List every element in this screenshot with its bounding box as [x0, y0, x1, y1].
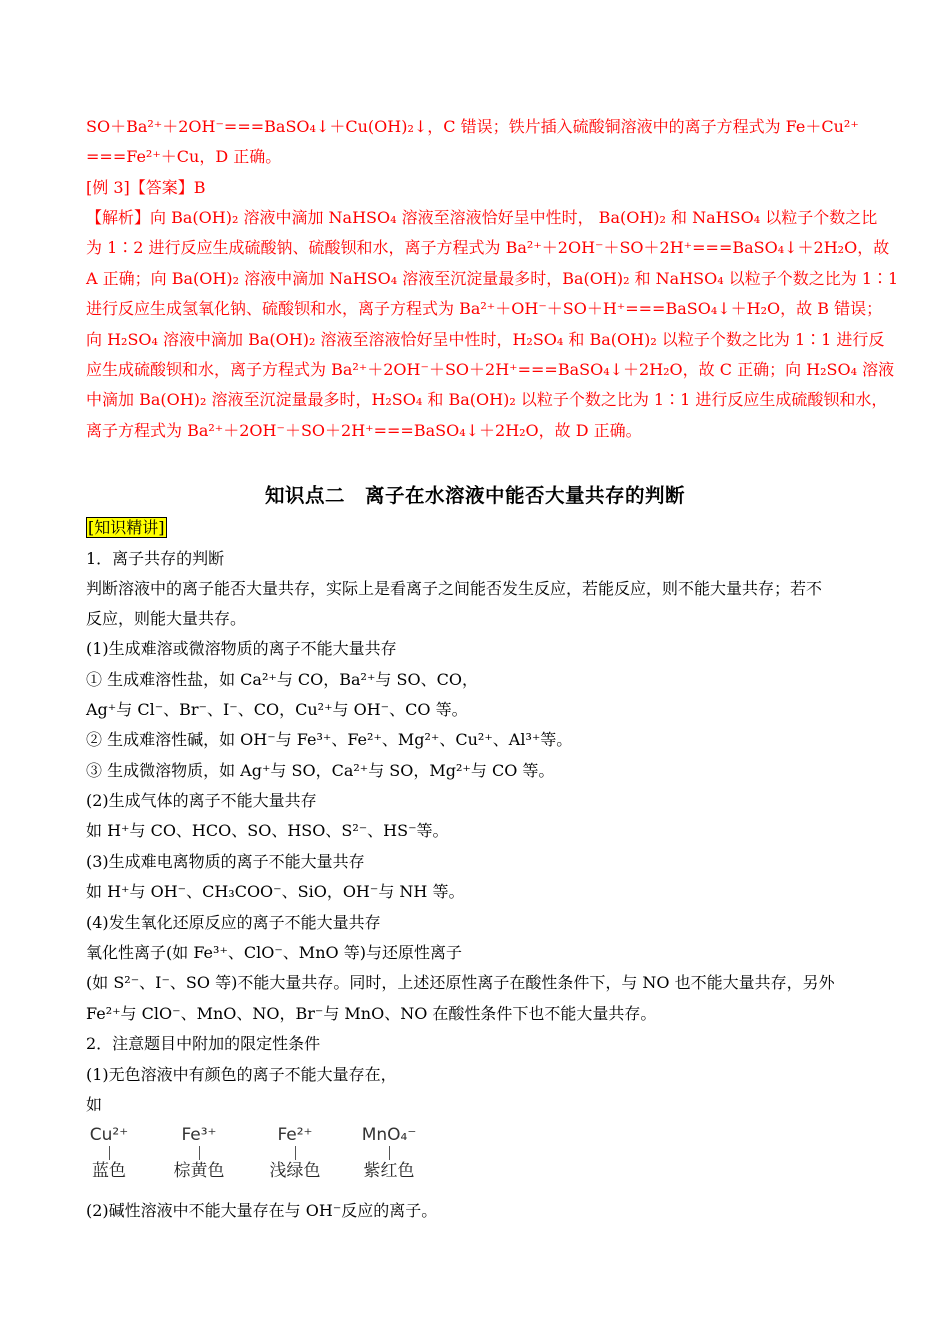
- section-title: 知识点二 离子在水溶液中能否大量共存的判断: [264, 484, 685, 507]
- text-line-9: 中滴加 Ba(OH)₂ 溶液至沉淀量最多时，H₂SO₄ 和 Ba(OH)₂ 以粒子个数之比为 1∶1 进行反应生成硫酸钡和水，: [86, 390, 888, 409]
- text-line-16: Ag⁺与 Cl⁻、Br⁻、I⁻、CO，Cu²⁺与 OH⁻、CO 等。: [86, 700, 468, 719]
- text-line-27: 2．注意题目中附加的限定性条件: [86, 1034, 321, 1053]
- ion-item: [164, 1124, 234, 1182]
- ion-formula: MnO₄⁻: [361, 1125, 417, 1145]
- ion-color-label: 蓝色: [92, 1161, 126, 1181]
- knowledge-tag-line: [86, 517, 876, 539]
- ion-formula: Cu²⁺: [89, 1125, 129, 1145]
- text-line-14: (1)生成难溶或微溶物质的离子不能大量共存: [86, 639, 397, 658]
- text-line-23: (4)发生氧化还原反应的离子不能大量共存: [86, 913, 381, 932]
- ion-color-label: 棕黄色: [173, 1161, 225, 1181]
- connector-line: [199, 1146, 200, 1160]
- text-line-29: 如: [86, 1095, 103, 1114]
- ion-item: [354, 1124, 424, 1182]
- ion-item: [74, 1124, 144, 1182]
- ion-formula: Fe³⁺: [181, 1125, 217, 1145]
- knowledge-tag: [知识精讲]: [88, 518, 165, 537]
- text-line-21: (3)生成难电离物质的离子不能大量共存: [86, 852, 365, 871]
- connector-line: [109, 1146, 110, 1160]
- text-line-24: 氧化性离子(如 Fe³⁺、ClO⁻、MnO 等)与还原性离子: [86, 943, 462, 962]
- text-line-30: (2)碱性溶液中不能大量存在与 OH⁻反应的离子。: [86, 1201, 438, 1220]
- text-line-19: (2)生成气体的离子不能大量共存: [86, 791, 317, 810]
- text-line-1: ===Fe²⁺＋Cu，D 正确。: [86, 147, 282, 166]
- text-line-7: 向 H₂SO₄ 溶液中滴加 Ba(OH)₂ 溶液至溶液恰好呈中性时，H₂SO₄ 和 Ba(OH)₂ 以粒子个数之比为 1∶1 进行反: [86, 330, 885, 349]
- text-line-18: ③ 生成微溶物质，如 Ag⁺与 SO，Ca²⁺与 SO，Mg²⁺与 CO 等。: [86, 761, 555, 780]
- ion-item: [260, 1124, 330, 1182]
- connector-line: [295, 1146, 296, 1160]
- text-line-4: 为 1∶2 进行反应生成硫酸钠、硫酸钡和水，离子方程式为 Ba²⁺＋2OH⁻＋SO＋2H⁺===BaSO₄↓＋2H₂O，故: [86, 238, 890, 257]
- text-line-20: 如 H⁺与 CO、HCO、SO、HSO、S²⁻、HS⁻等。: [86, 821, 449, 840]
- text-line-0: SO＋Ba²⁺＋2OH⁻===BaSO₄↓＋Cu(OH)₂↓，C 错误；铁片插入硫酸铜溶液中的离子方程式为 Fe＋Cu²⁺: [86, 117, 859, 136]
- text-line-8: 应生成硫酸钡和水，离子方程式为 Ba²⁺＋2OH⁻＋SO＋2H⁺===BaSO₄↓＋2H₂O，故 C 正确；向 H₂SO₄ 溶液: [86, 360, 895, 379]
- ion-color-label: 浅绿色: [269, 1161, 321, 1181]
- text-line-15: ① 生成难溶性盐，如 Ca²⁺与 CO，Ba²⁺与 SO、CO，: [86, 670, 478, 689]
- ion-color-label: 紫红色: [363, 1161, 415, 1181]
- text-line-2: [例 3]【答案】B: [86, 178, 206, 197]
- ion-formula: Fe²⁺: [277, 1125, 313, 1145]
- text-line-11: 1．离子共存的判断: [86, 549, 225, 568]
- text-line-13: 反应，则能大量共存。: [86, 609, 247, 628]
- text-line-26: Fe²⁺与 ClO⁻、MnO、NO，Br⁻与 MnO、NO 在酸性条件下也不能大量共存。: [86, 1004, 657, 1023]
- text-line-6: 进行反应生成氢氧化钠、硫酸钡和水，离子方程式为 Ba²⁺＋OH⁻＋SO＋H⁺===BaSO₄↓＋H₂O，故 B 错误；: [86, 299, 883, 318]
- connector-line: [389, 1146, 390, 1160]
- text-line-3: 【解析】向 Ba(OH)₂ 溶液中滴加 NaHSO₄ 溶液至溶液恰好呈中性时， Ba(OH)₂ 和 NaHSO₄ 以粒子个数之比: [86, 208, 878, 227]
- text-line-5: A 正确；向 Ba(OH)₂ 溶液中滴加 NaHSO₄ 溶液至沉淀量最多时，Ba(OH)₂ 和 NaHSO₄ 以粒子个数之比为 1∶1: [86, 269, 899, 288]
- text-line-10: 离子方程式为 Ba²⁺＋2OH⁻＋SO＋2H⁺===BaSO₄↓＋2H₂O，故 D 正确。: [86, 421, 642, 440]
- ion-color-diagram: [86, 1124, 446, 1190]
- text-line-25: (如 S²⁻、I⁻、SO 等)不能大量共存。同时，上述还原性离子在酸性条件下，与 NO 也不能大量共存，另外: [86, 973, 835, 992]
- text-line-17: ② 生成难溶性碱，如 OH⁻与 Fe³⁺、Fe²⁺、Mg²⁺、Cu²⁺、Al³⁺等。: [86, 730, 573, 749]
- text-line-12: 判断溶液中的离子能否大量共存，实际上是看离子之间能否发生反应，若能反应，则不能大量共存；若不: [86, 579, 823, 598]
- text-line-22: 如 H⁺与 OH⁻、CH₃COO⁻、SiO，OH⁻与 NH 等。: [86, 882, 465, 901]
- text-line-28: (1)无色溶液中有颜色的离子不能大量存在，: [86, 1065, 397, 1084]
